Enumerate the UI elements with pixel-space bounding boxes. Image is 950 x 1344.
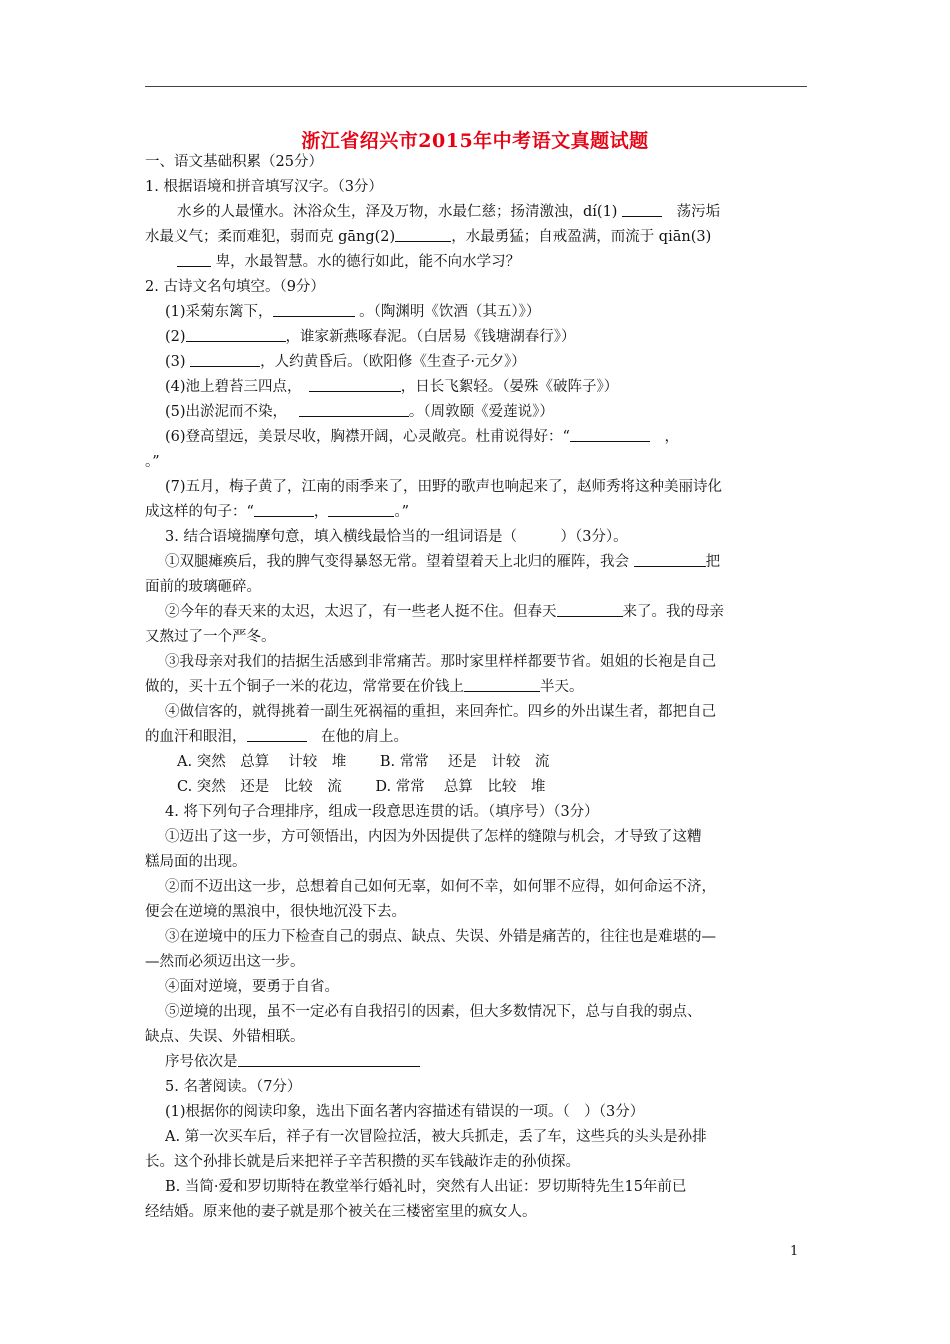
paragraph-line: 长。这个孙排长就是后来把祥子辛苦积攒的买车钱敲诈走的孙侦探。 — [145, 1154, 580, 1170]
section-heading: 一、语文基础积累（25分） — [145, 154, 323, 170]
question-5: 5. 名著阅读。（7分） — [165, 1079, 302, 1095]
paragraph-line: ③我母亲对我们的拮据生活感到非常痛苦。那时家里样样都要节省。姐姐的长袍是自己 — [165, 654, 716, 670]
choice-option: B. 当简·爱和罗切斯特在教堂举行婚礼时，突然有人出证：罗切斯特先生15年前已 — [165, 1179, 687, 1195]
paragraph-line: ⑤逆境的出现，虽不一定必有自我招引的因素，但大多数情况下，总与自我的弱点、 — [165, 1004, 702, 1020]
answer-blank[interactable] — [190, 351, 260, 367]
answer-blank[interactable] — [273, 301, 355, 317]
poem-line: (3) ，人约黄昏后。（欧阳修《生查子·元夕》） — [145, 350, 807, 375]
paragraph-line: ①双腿瘫痪后，我的脾气变得暴怒无常。望着望着天上北归的雁阵，我会 把 — [145, 550, 807, 575]
paragraph-line: 面前的玻璃砸碎。 — [145, 579, 261, 595]
poem-line: (7)五月，梅子黄了，江南的雨季来了，田野的歌声也响起来了，赵师秀将这种美丽诗化 — [165, 479, 723, 495]
page-number: 1 — [790, 1244, 799, 1259]
answer-blank[interactable] — [622, 201, 662, 217]
document-body — [145, 150, 807, 1225]
answer-blank[interactable] — [299, 401, 409, 417]
paragraph-line: ②今年的春天来的太迟，太迟了，有一些老人挺不住。但春天 来了。我的母亲 — [145, 600, 807, 625]
answer-blank[interactable] — [254, 501, 314, 517]
page-title: 浙江省绍兴市2015年中考语文真题试题 — [301, 130, 649, 152]
paragraph-line: ②而不迈出这一步，总想着自己如何无辜，如何不幸，如何罪不应得，如何命运不济， — [165, 879, 716, 895]
answer-blank[interactable] — [186, 326, 286, 342]
poem-line: (6)登高望远，美景尽收，胸襟开阔，心灵敞亮。杜甫说得好：“ ， — [145, 425, 807, 450]
answer-blank[interactable] — [464, 676, 540, 692]
paragraph-line: 水乡的人最懂水。沐浴众生，泽及万物，水最仁慈；扬清激浊，dí(1) 荡污垢 — [145, 200, 807, 225]
paragraph-line: 便会在逆境的黑浪中，很快地沉没下去。 — [145, 904, 406, 920]
paragraph-line: 卑，水最智慧。水的德行如此，能不向水学习？ — [145, 250, 807, 275]
paragraph-line: (1)根据你的阅读印象，选出下面名著内容描述有错误的一项。（ ）（3分） — [165, 1104, 645, 1120]
poem-line: (1)采菊东篱下， 。（陶渊明《饮酒（其五）》） — [145, 300, 807, 325]
paragraph-line: 又熬过了一个严冬。 — [145, 629, 276, 645]
paragraph-line: 经结婚。原来他的妻子就是那个被关在三楼密室里的疯女人。 — [145, 1204, 537, 1220]
answer-line: 序号依次是 — [145, 1050, 807, 1075]
paragraph-line: —然而必须迈出这一步。 — [145, 954, 305, 970]
answer-blank[interactable] — [395, 226, 451, 242]
choice-option: A. 第一次买车后，祥子有一次冒险拉活，被大兵抓走，丢了车，这些兵的头头是孙排 — [165, 1129, 707, 1145]
poem-line: 。” — [145, 454, 160, 470]
answer-blank[interactable] — [238, 1051, 420, 1067]
paragraph-line: 缺点、失误、外错相联。 — [145, 1029, 305, 1045]
poem-line: (2) ，谁家新燕啄春泥。（白居易《钱塘湖春行》） — [145, 325, 807, 350]
paragraph-line: ①迈出了这一步，方可领悟出，内因为外因提供了怎样的缝隙与机会，才导致了这糟 — [165, 829, 702, 845]
choice-option: C. 突然 还是 比较 流 D. 常常 总算 比较 堆 — [177, 779, 546, 795]
answer-blank[interactable] — [247, 726, 307, 742]
poem-line: (5)出淤泥而不染， 。（周敦颐《爱莲说》） — [145, 400, 807, 425]
paragraph-line: 的血汗和眼泪， 在他的肩上。 — [145, 725, 807, 750]
paragraph-line: 糕局面的出现。 — [145, 854, 247, 870]
question-4: 4. 将下列句子合理排序，组成一段意思连贯的话。（填序号）（3分） — [165, 804, 599, 820]
paragraph-line: ④做信客的，就得挑着一副生死祸福的重担，来回奔忙。四乡的外出谋生者，都把自己 — [165, 704, 716, 720]
paragraph-line: ③在逆境中的压力下检查自己的弱点、缺点、失误、外错是痛苦的，往往也是难堪的— — [165, 929, 716, 945]
answer-blank[interactable] — [557, 601, 623, 617]
question-2: 2. 古诗文名句填空。（9分） — [145, 279, 325, 295]
header-rule — [145, 86, 807, 87]
poem-line: (4)池上碧苔三四点， ，日长飞絮轻。（晏殊《破阵子》） — [145, 375, 807, 400]
answer-blank[interactable] — [634, 551, 706, 567]
paragraph-line: ④面对逆境，要勇于自省。 — [165, 979, 339, 995]
question-3: 3. 结合语境揣摩句意，填入横线最恰当的一组词语是（ ）（3分）。 — [165, 529, 628, 545]
answer-blank[interactable] — [328, 501, 394, 517]
answer-blank[interactable] — [177, 251, 211, 267]
answer-blank[interactable] — [570, 426, 650, 442]
paragraph-line: 水最义气；柔而难犯，弱而克 gāng(2) ，水最勇猛；自戒盈满，而流于 qiān(3) — [145, 225, 807, 250]
choice-option: A. 突然 总算 计较 堆 B. 常常 还是 计较 流 — [177, 754, 550, 770]
paragraph-line: 做的，买十五个铜子一米的花边，常常要在价钱上 半天。 — [145, 675, 807, 700]
poem-line: 成这样的句子：“ ， 。” — [145, 500, 807, 525]
answer-blank[interactable] — [309, 376, 401, 392]
question-1: 1. 根据语境和拼音填写汉字。（3分） — [145, 179, 383, 195]
